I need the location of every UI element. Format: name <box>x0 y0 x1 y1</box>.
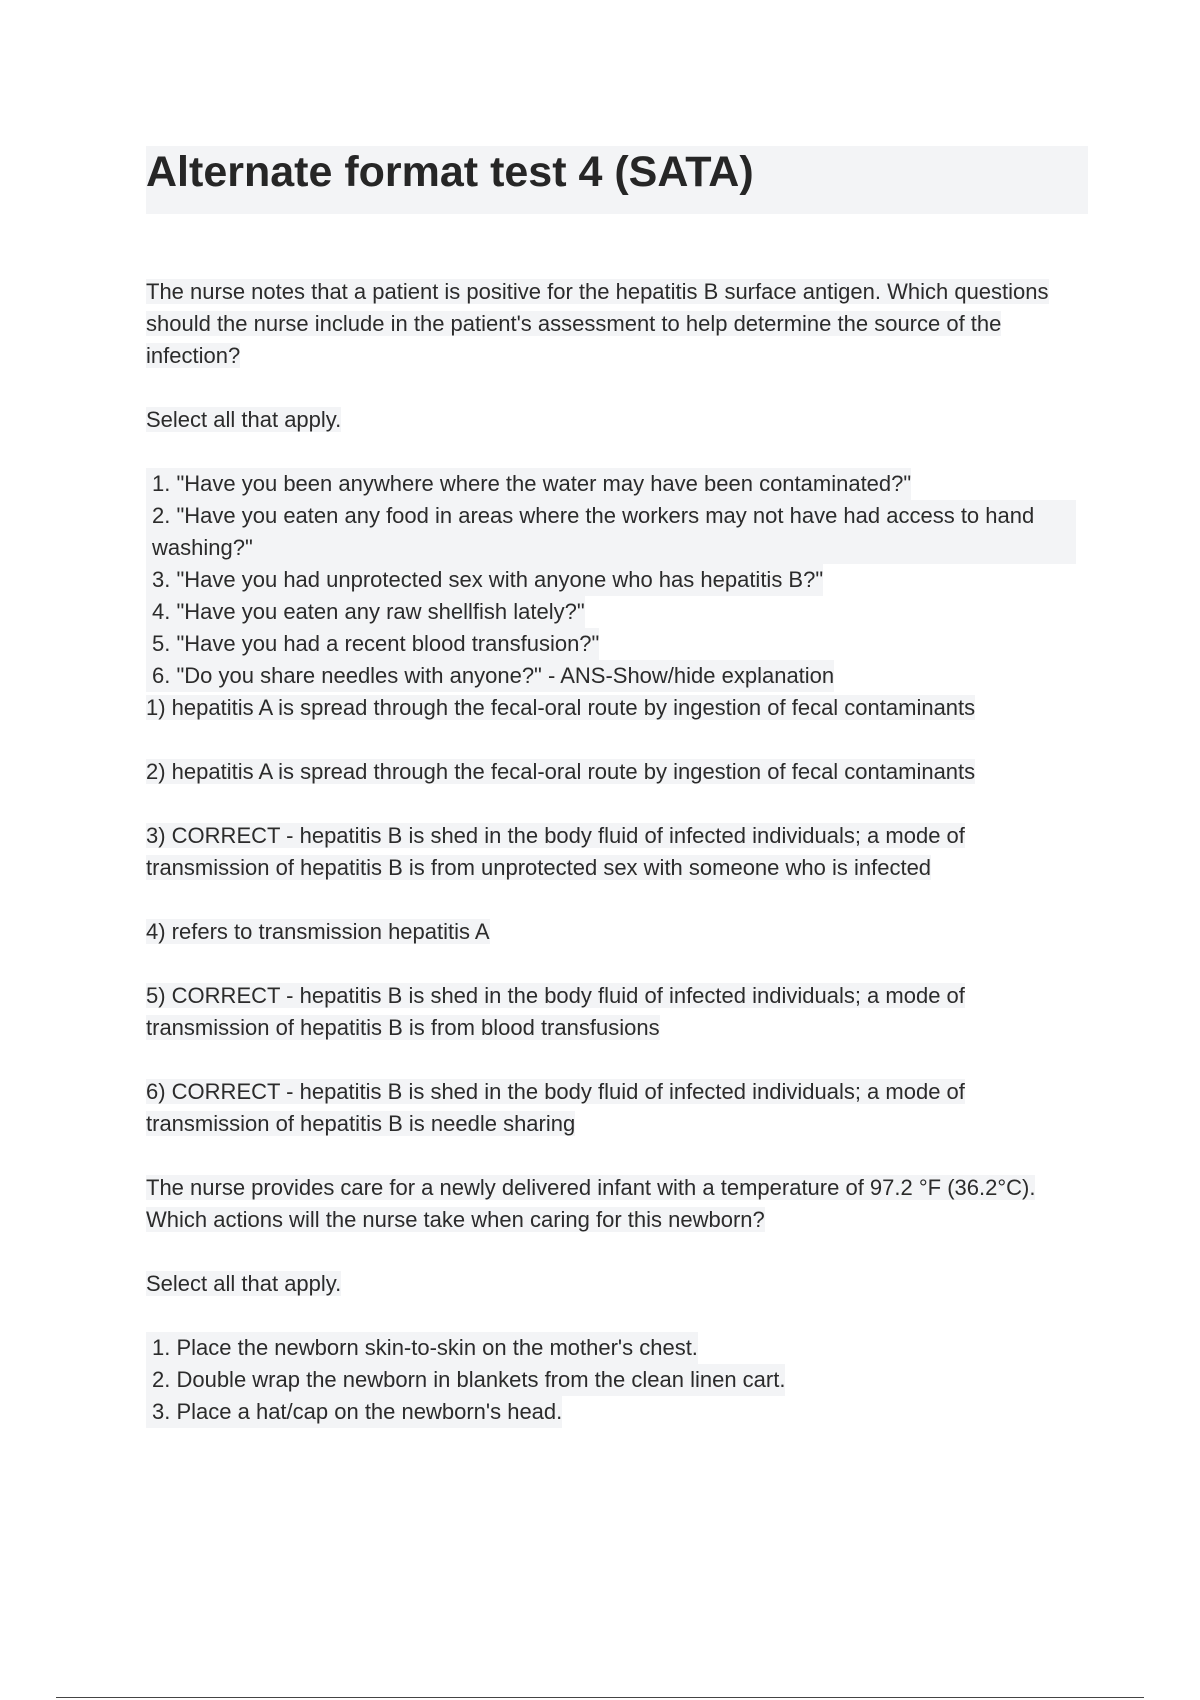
answer-option <box>146 468 1076 500</box>
question-stem <box>146 1172 1076 1236</box>
answer-option-text: 2. "Have you eaten any food in areas where the workers may not have had access to hand washing?" <box>146 500 1076 564</box>
answer-options <box>146 1332 1076 1428</box>
explanation-item <box>146 820 1076 884</box>
explanation-item <box>146 756 1076 788</box>
question-stem-text: The nurse notes that a patient is positive for the hepatitis B surface antigen. Which questions should the nurse include in the patient's assessment to help determine the source of the infection? <box>146 279 1049 368</box>
explanation-text: 3) CORRECT - hepatitis B is shed in the body fluid of infected individuals; a mode of transmission of hepatitis B is from unprotected sex with someone who is infected <box>146 823 965 880</box>
answer-option <box>146 1332 1076 1364</box>
explanation-item <box>146 980 1076 1044</box>
explanation-text: 6) CORRECT - hepatitis B is shed in the body fluid of infected individuals; a mode of transmission of hepatitis B is needle sharing <box>146 1079 965 1136</box>
explanation-text: 2) hepatitis A is spread through the fecal-oral route by ingestion of fecal contaminants <box>146 759 976 784</box>
question-instruction <box>146 404 1076 436</box>
explanation-text: 4) refers to transmission hepatitis A <box>146 919 490 944</box>
answer-option-text: 3. "Have you had unprotected sex with anyone who has hepatitis B?" <box>146 564 823 596</box>
answer-option <box>146 596 1076 628</box>
question-instruction <box>146 1268 1076 1300</box>
question-instruction-text: Select all that apply. <box>146 407 342 432</box>
answer-option-text: 3. Place a hat/cap on the newborn's head. <box>146 1396 562 1428</box>
explanation-item <box>146 1076 1076 1140</box>
answer-options <box>146 468 1076 692</box>
question-2 <box>146 1172 1076 1428</box>
document-body <box>146 276 1076 1428</box>
question-instruction-text: Select all that apply. <box>146 1271 342 1296</box>
answer-option-text: 2. Double wrap the newborn in blankets from the clean linen cart. <box>146 1364 785 1396</box>
explanation-text: 5) CORRECT - hepatitis B is shed in the body fluid of infected individuals; a mode of transmission of hepatitis B is from blood transfusions <box>146 983 965 1040</box>
explanation-item <box>146 692 1076 724</box>
answer-option-text: 1. Place the newborn skin-to-skin on the mother's chest. <box>146 1332 698 1364</box>
answer-option-text: 5. "Have you had a recent blood transfusion?" <box>146 628 599 660</box>
answer-option <box>146 1396 1076 1428</box>
page-bottom-divider <box>56 1697 1144 1698</box>
answer-explanations <box>146 692 1076 1140</box>
page-title: Alternate format test 4 (SATA) <box>146 148 754 196</box>
answer-option-text: 1. "Have you been anywhere where the water may have been contaminated?" <box>146 468 911 500</box>
answer-option <box>146 628 1076 660</box>
answer-option <box>146 564 1076 596</box>
answer-option <box>146 660 1076 692</box>
answer-option-text: 6. "Do you share needles with anyone?" - ANS-Show/hide explanation <box>146 660 834 692</box>
question-1 <box>146 276 1076 1140</box>
answer-option <box>146 1364 1076 1396</box>
explanation-item <box>146 916 1076 948</box>
question-stem-text: The nurse provides care for a newly delivered infant with a temperature of 97.2 °F (36.2°C). Which actions will the nurse take when caring for this newborn? <box>146 1175 1036 1232</box>
explanation-text: 1) hepatitis A is spread through the fecal-oral route by ingestion of fecal contaminants <box>146 695 976 720</box>
answer-option <box>146 500 1076 564</box>
question-stem <box>146 276 1076 372</box>
answer-option-text: 4. "Have you eaten any raw shellfish lately?" <box>146 596 585 628</box>
